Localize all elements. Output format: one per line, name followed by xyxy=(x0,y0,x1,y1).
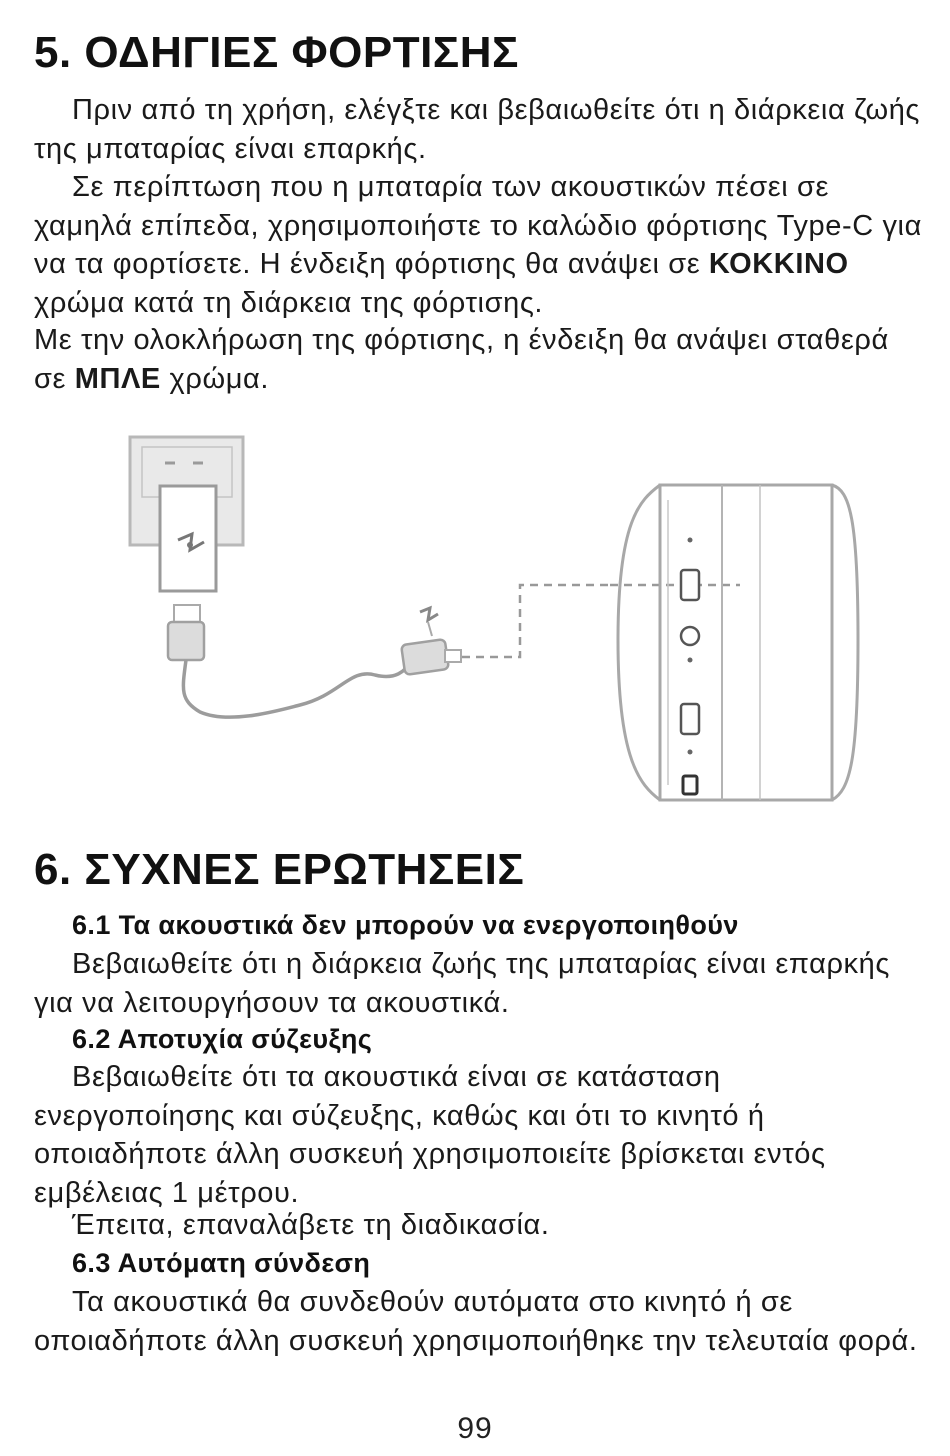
type-c-plug-icon xyxy=(401,608,461,675)
page-number: 99 xyxy=(457,1412,493,1445)
faq-3-text: Τα ακουστικά θα συνδεθούν αυτόματα στο κινητό ή σε οποιαδήποτε άλλη συσκευή χρησιμοποιήθηκε την τελευταία φορά. xyxy=(34,1286,918,1357)
usb-plug-icon xyxy=(168,605,204,660)
power-button-icon xyxy=(681,627,699,645)
section-5-text-2-end: χρώμα κατά τη διάρκεια της φόρτισης. xyxy=(34,286,544,319)
section-5-text-3: Με την ολοκλήρωση της φόρτισης, η ένδειξη θα ανάψει σταθερά σε xyxy=(34,324,889,395)
section-6-heading: 6. ΣΥΧΝΕΣ ΕΡΩΤΗΣΕΙΣ xyxy=(34,845,525,894)
charger-adapter-icon xyxy=(160,486,216,591)
faq-2-text: Βεβαιωθείτε ότι τα ακουστικά είναι σε κατάσταση ενεργοποίησης και σύζευξης, καθώς και ότι το κινητό ή οποιαδήποτε άλλη συσκευή χρησιμοποιείτε βρίσκεται εντός εμβέλειας 1 μέτρου. xyxy=(34,1061,826,1209)
faq-1-text: Βεβαιωθείτε ότι η διάρκεια ζωής της μπαταρίας είναι επαρκής για να λειτουργήσουν τα ακουστικά. xyxy=(34,948,890,1019)
faq-2-answer xyxy=(34,1058,924,1212)
charging-cable xyxy=(183,660,412,717)
faq-1-answer xyxy=(34,945,924,1022)
headphone-side-icon xyxy=(618,485,858,800)
faq-2-text-2: Έπειτα, επαναλάβετε τη διαδικασία. xyxy=(72,1209,550,1241)
section-5-text-1: Πριν από τη χρήση, ελέγξτε και βεβαιωθείτε ότι η διάρκεια ζωής της μπαταρίας είναι επαρκής. xyxy=(34,94,920,165)
faq-3-answer xyxy=(34,1283,924,1360)
faq-1-title: 6.1 Τα ακουστικά δεν μπορούν να ενεργοποιηθούν xyxy=(72,910,739,940)
section-5-text-3-end: χρώμα. xyxy=(160,362,270,395)
blue-color-word: ΜΠΛΕ xyxy=(74,362,161,395)
type-c-port-icon xyxy=(683,776,697,794)
section-5-text-2: Σε περίπτωση που η μπαταρία των ακουστικών πέσει σε χαμηλά επίπεδα, χρησιμοποιήστε το καλώδιο φόρτισης Type-C για να τα φορτίσετε. Η ένδειξη φόρτισης θα ανάψει σε xyxy=(34,171,922,280)
faq-2-answer-2 xyxy=(34,1206,924,1245)
faq-3-title: 6.3 Αυτόματη σύνδεση xyxy=(72,1248,371,1278)
volume-up-button-icon xyxy=(681,570,699,600)
red-color-word: ΚΟΚΚΙΝΟ xyxy=(708,248,849,280)
faq-2-title: 6.2 Αποτυχία σύζευξης xyxy=(72,1024,373,1054)
volume-down-button-icon xyxy=(681,704,699,734)
section-5-heading: 5. ΟΔΗΓΙΕΣ ΦΟΡΤΙΣΗΣ xyxy=(34,28,519,77)
